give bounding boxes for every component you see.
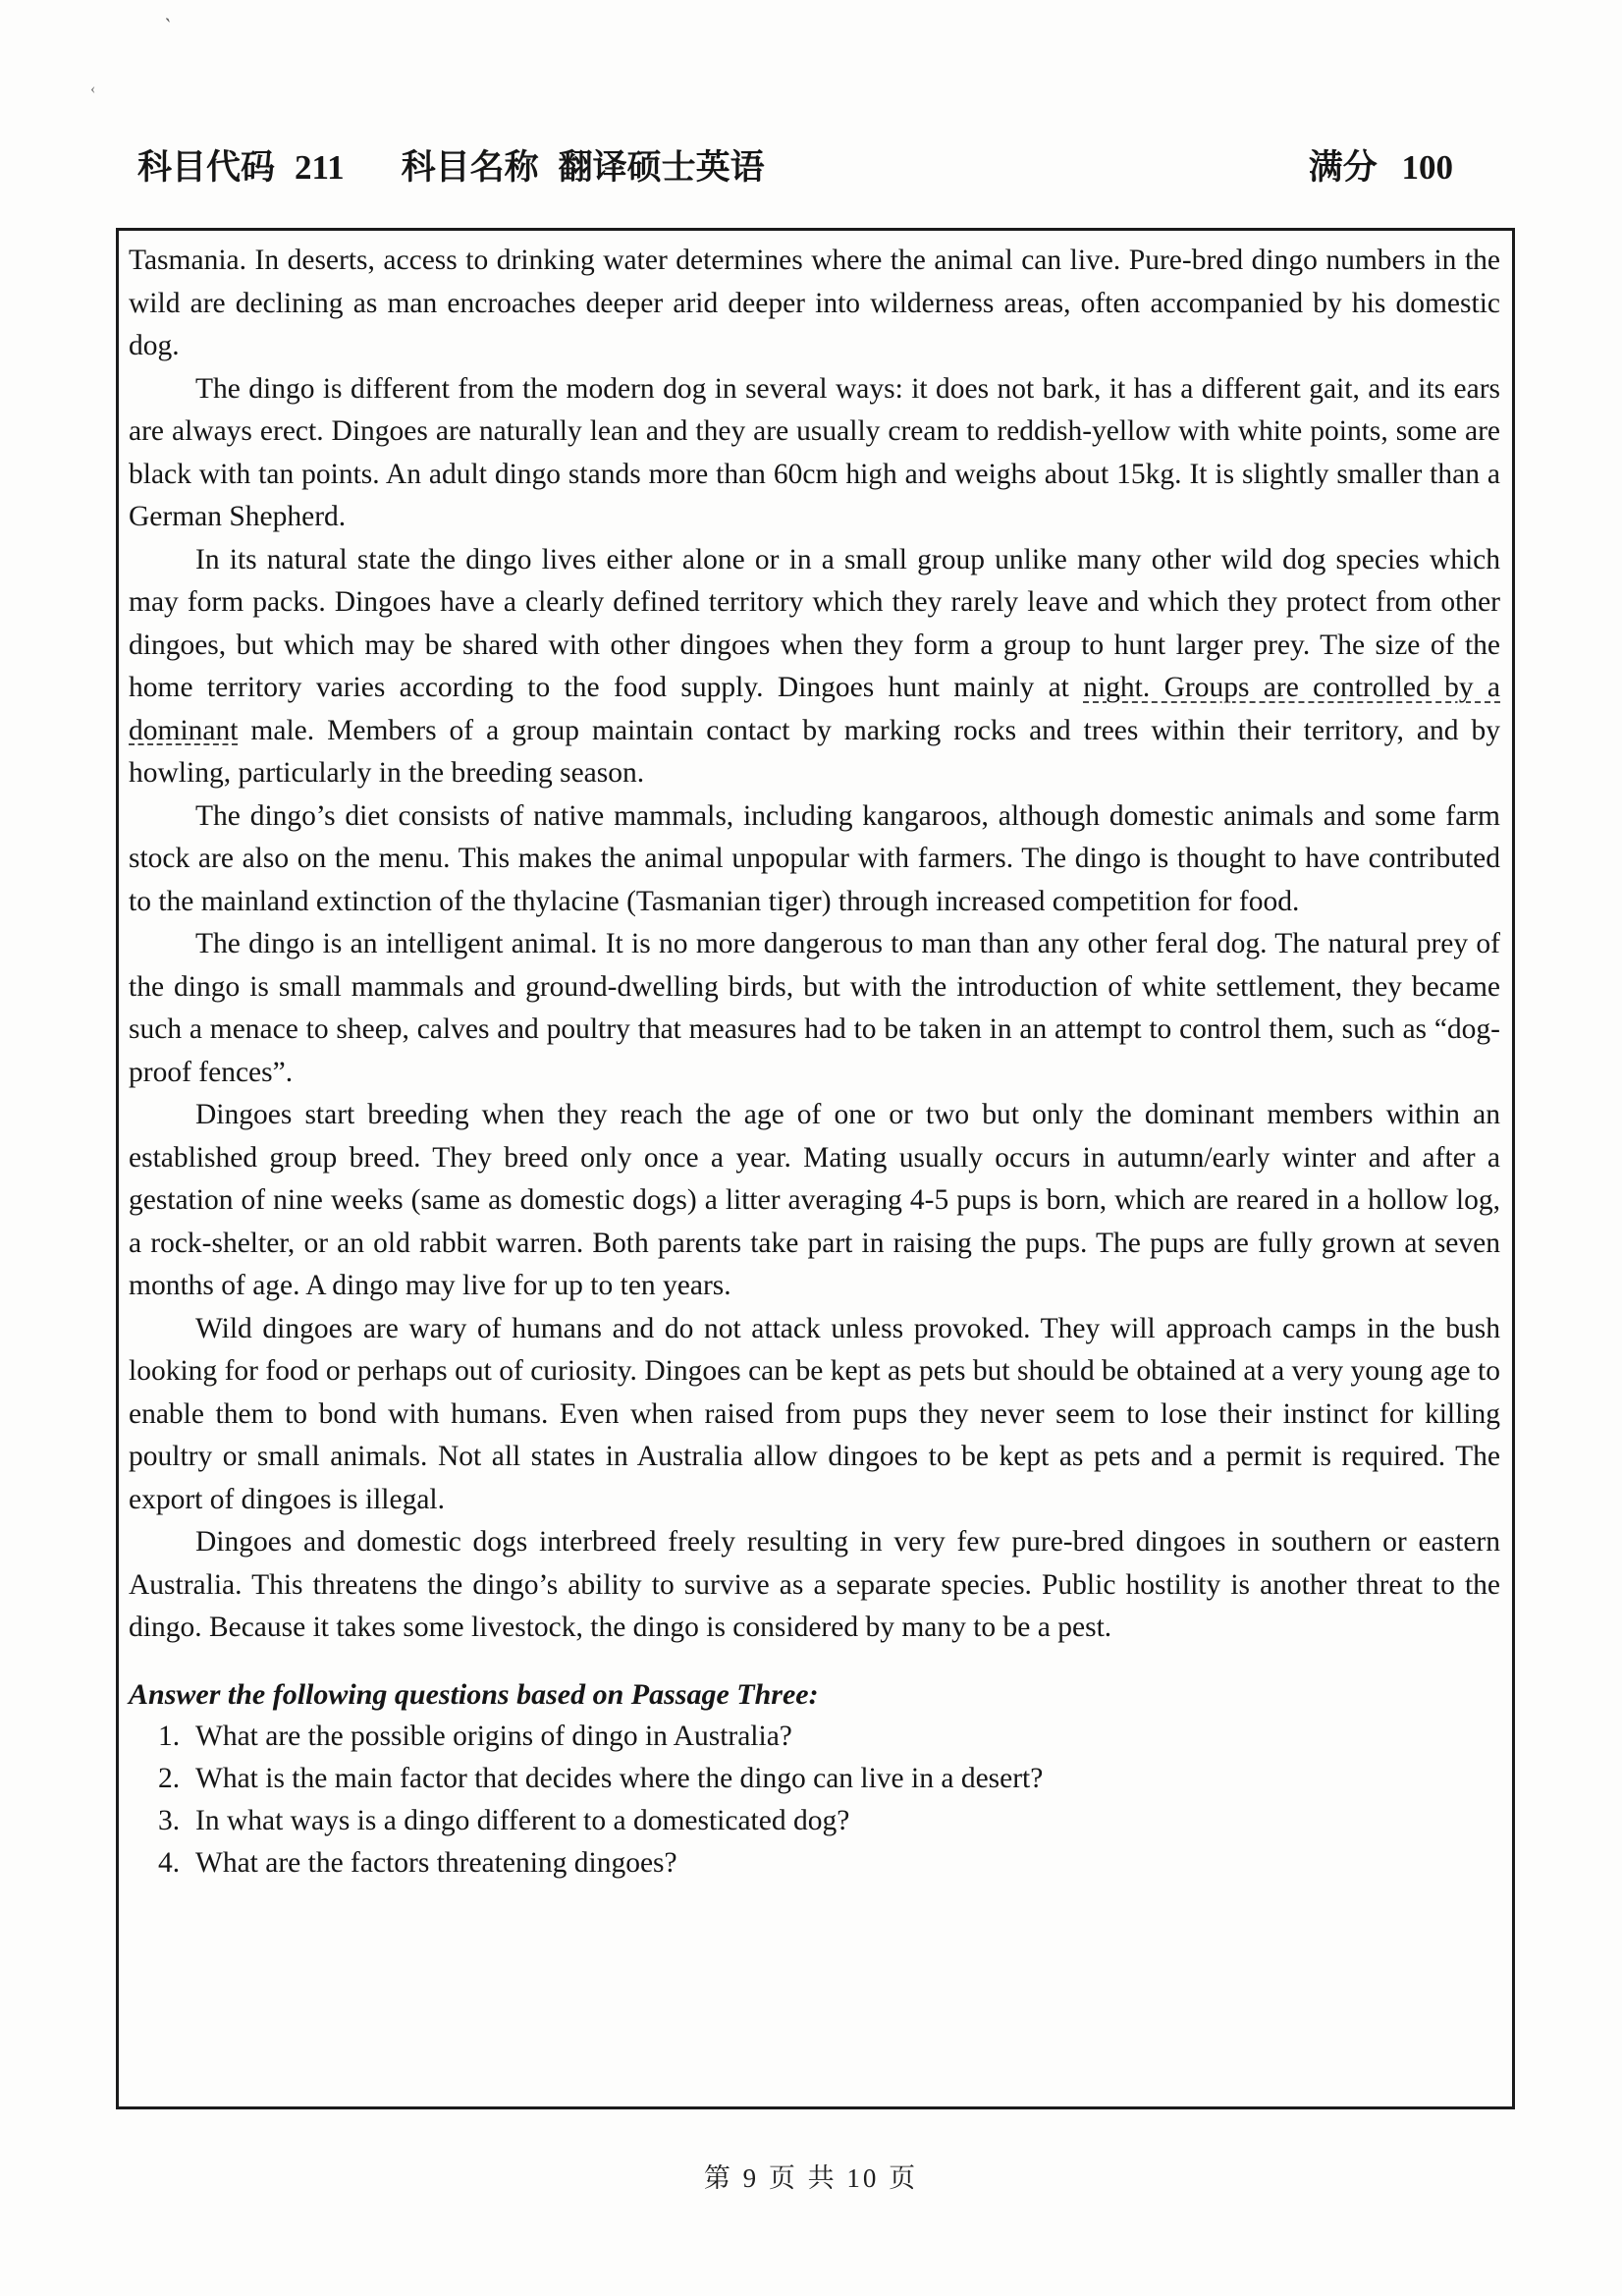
question-text: What are the factors threatening dingoes? xyxy=(195,1846,677,1879)
questions-section xyxy=(129,1673,1500,1885)
questions-header: Answer the following questions based on Passage Three: xyxy=(129,1677,819,1711)
page-header xyxy=(137,140,1453,190)
full-score-label: 满分 xyxy=(1308,148,1378,187)
scan-artifact: ` xyxy=(160,13,173,39)
question-number: 3. xyxy=(158,1804,181,1836)
passage-paragraph: The dingo is an intelligent animal. It is no more dangerous to man than any other feral dog. The natural prey of the dingo is small mammals and ground-dwelling birds, but with the introduction of white settlement, they became such a menace to sheep, calves and poultry that measures had to be taken in an attempt to control them, such as “dog-proof fences”. xyxy=(129,928,1500,1088)
question-number: 2. xyxy=(158,1762,181,1794)
passage-paragraph: Dingoes start breeding when they reach the age of one or two but only the dominant members within an established group breed. They breed only once a year. Mating usually occurs in autumn/early winter and after a gestation of nine weeks (same as domestic dogs) a litter averaging 4-5 pups is born, which are reared in a hollow log, a rock-shelter, or an old rabbit warren. Both parents take part in raising the pups. The pups are fully grown at seven months of age. A dingo may live for up to ten years. xyxy=(129,1099,1500,1301)
question-number: 4. xyxy=(158,1846,181,1879)
passage-paragraph: Dingoes and domestic dogs interbreed freely resulting in very few pure-bred dingoes in southern or eastern Australia. This threatens the dingo’s ability to survive as a separate species. Public hostility is another threat to the dingo. Because it takes some livestock, the dingo is considered by many to be a pest. xyxy=(129,1526,1500,1643)
full-score xyxy=(1309,140,1453,190)
passage-paragraph: The dingo’s diet consists of native mammals, including kangaroos, although domestic animals and some farm stock are also on the menu. This makes the animal unpopular with farmers. The dingo is thought to have contributed to the mainland extinction of the thylacine (Tasmanian tiger) through increased competition for food. xyxy=(129,799,1500,917)
passage-paragraph: Wild dingoes are wary of humans and do not attack unless provoked. They will approach camps in the bush looking for food or perhaps out of curiosity. Dingoes can be kept as pets but should be obtained at a very young age to enable them to bond with humans. Even when raised from pups they never seem to lose their instinct for killing poultry or small animals. Not all states in Australia allow dingoes to be kept as pets and a permit is required. The export of dingoes is illegal. xyxy=(129,1312,1500,1515)
question-item xyxy=(158,1800,1500,1842)
question-number: 1. xyxy=(158,1720,181,1752)
page-number-footer: 第 9 页 共 10 页 xyxy=(703,2163,919,2193)
question-item xyxy=(158,1758,1500,1800)
question-item xyxy=(158,1716,1500,1758)
full-score-value: 100 xyxy=(1401,148,1453,187)
scan-artifact: ‹ xyxy=(90,81,96,97)
passage-paragraph: The dingo is different from the modern dog in several ways: it does not bark, it has a different gait, and its ears are always erect. Dingoes are naturally lean and they are usually cream to reddish-yellow with white points, some are black with tan points. An adult dingo stands more than 60cm high and weighs about 15kg. It is slightly smaller than a German Shepherd. xyxy=(129,372,1500,532)
passage-paragraph: Tasmania. In deserts, access to drinking water determines where the animal can live. Pure-bred dingo numbers in the wild are declining as man encroaches deeper arid deeper into wilderness areas, often accompanied by his domestic dog. xyxy=(129,245,1500,361)
passage-box xyxy=(116,228,1515,2109)
subject-name-value: 翻译硕士英语 xyxy=(558,148,765,187)
underlined-phrase: night. Groups are controlled by a dominant xyxy=(129,672,1501,746)
paragraph-segment: In its natural state the dingo lives either alone or in a small group unlike many other wild dog species which may form packs. Dingoes have a clearly defined territory which they rarely leave and which they protect from other dingoes, but which may be shared with other dingoes when they form a group to hunt larger prey. The size of the home territory varies according to the food supply. Dingoes hunt mainly at xyxy=(129,543,1500,703)
question-text: What are the possible origins of dingo in Australia? xyxy=(195,1720,792,1752)
paragraph-segment: male. Members of a group maintain contact by marking rocks and trees within their territory, and by howling, particularly in the breeding season. xyxy=(129,714,1500,789)
passage-paragraph xyxy=(129,539,1500,795)
subject-code-label: 科目代码 xyxy=(137,148,276,187)
subject-name-label: 科目名称 xyxy=(401,148,539,187)
subject-code-value: 211 xyxy=(295,148,345,187)
question-item xyxy=(158,1842,1500,1885)
question-text: In what ways is a dingo different to a domesticated dog? xyxy=(195,1804,850,1836)
question-text: What is the main factor that decides where the dingo can live in a desert? xyxy=(195,1762,1044,1794)
